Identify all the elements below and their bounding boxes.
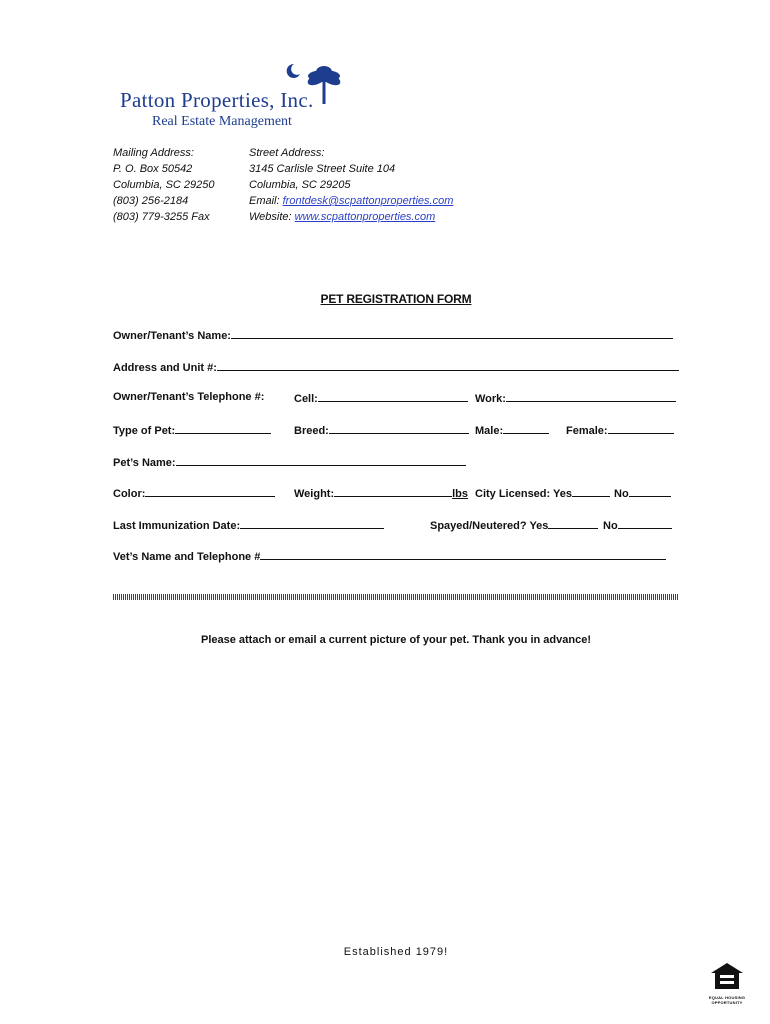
website-row	[249, 209, 453, 225]
licensed-no-row	[614, 486, 671, 500]
owner-name-label: Owner/Tenant’s Name:	[113, 330, 231, 342]
company-tagline: Real Estate Management	[152, 114, 292, 129]
licensed-no-label: No	[614, 488, 629, 500]
website-label: Website:	[249, 211, 295, 223]
weight-row	[294, 486, 468, 500]
color-field[interactable]	[145, 486, 275, 497]
eho-line1: EQUAL HOUSING	[708, 995, 746, 1000]
hatched-divider	[113, 594, 679, 600]
owner-phone-label: Owner/Tenant’s Telephone #:	[113, 391, 265, 403]
spayed-no-field[interactable]	[618, 518, 672, 529]
immunization-field[interactable]	[240, 518, 384, 529]
equal-housing-icon	[709, 962, 745, 990]
spayed-yes-field[interactable]	[548, 518, 598, 529]
email-link[interactable]: frontdesk@scpattonproperties.com	[282, 195, 454, 207]
vet-field[interactable]	[260, 549, 666, 560]
male-field[interactable]	[503, 423, 549, 434]
male-label: Male:	[475, 425, 504, 437]
mailing-fax: (803) 779-3255 Fax	[113, 211, 210, 223]
mailing-heading: Mailing Address:	[113, 147, 194, 159]
street-city: Columbia, SC 29205	[249, 179, 351, 191]
female-row	[566, 423, 674, 437]
street-address	[249, 145, 453, 225]
type-label: Type of Pet:	[113, 425, 176, 437]
breed-field[interactable]	[329, 423, 469, 434]
work-row	[475, 391, 676, 405]
address-label: Address and Unit #:	[113, 362, 217, 374]
mailing-phone: (803) 256-2184	[113, 195, 189, 207]
cell-label: Cell:	[294, 393, 318, 405]
address-field[interactable]	[217, 360, 679, 371]
licensed-no-field[interactable]	[629, 486, 671, 497]
mailing-city: Columbia, SC 29250	[113, 179, 215, 191]
company-name: Patton Properties, Inc.	[120, 88, 314, 112]
form-title: PET REGISTRATION FORM	[320, 292, 472, 306]
immunization-label: Last Immunization Date:	[113, 520, 241, 532]
type-row	[113, 423, 271, 437]
color-row	[113, 486, 275, 500]
immunization-row	[113, 518, 384, 532]
licensed-yes-field[interactable]	[572, 486, 610, 497]
eho-line2: OPPORTUNITY	[711, 1000, 743, 1005]
female-field[interactable]	[608, 423, 674, 434]
color-label: Color:	[113, 488, 146, 500]
pet-name-field[interactable]	[176, 455, 466, 466]
email-row	[249, 193, 453, 209]
breed-row	[294, 423, 469, 437]
owner-name-row	[113, 328, 673, 342]
street-line1: 3145 Carlisle Street Suite 104	[249, 163, 396, 175]
lbs-label: lbs	[452, 488, 469, 500]
male-row	[475, 423, 549, 437]
cell-row	[294, 391, 468, 405]
equal-housing-logo	[707, 962, 747, 1005]
address-row	[113, 360, 679, 374]
spayed-row	[430, 518, 598, 532]
type-field[interactable]	[175, 423, 271, 434]
established-footer: Established 1979!	[343, 946, 449, 958]
spayed-yes-label: Spayed/Neutered? Yes	[430, 520, 549, 532]
vet-row	[113, 549, 666, 563]
website-link[interactable]: www.scpattonproperties.com	[294, 211, 436, 223]
owner-name-field[interactable]	[231, 328, 673, 339]
cell-field[interactable]	[318, 391, 468, 402]
street-heading: Street Address:	[249, 147, 325, 159]
work-field[interactable]	[506, 391, 676, 402]
pet-name-row	[113, 455, 466, 469]
breed-label: Breed:	[294, 425, 329, 437]
pet-name-label: Pet’s Name:	[113, 457, 176, 469]
licensed-yes-label: City Licensed: Yes	[475, 488, 573, 500]
female-label: Female:	[566, 425, 608, 437]
email-label: Email:	[249, 195, 283, 207]
mailing-po-box: P. O. Box 50542	[113, 163, 193, 175]
work-label: Work:	[475, 393, 506, 405]
vet-label: Vet’s Name and Telephone #	[113, 551, 261, 563]
weight-label: Weight:	[294, 488, 335, 500]
attach-picture-note: Please attach or email a current picture of your pet. Thank you in advance!	[200, 634, 591, 646]
weight-field[interactable]	[334, 486, 452, 497]
mailing-address	[113, 145, 215, 225]
licensed-row	[475, 486, 610, 500]
spayed-no-label: No	[603, 520, 618, 532]
spayed-no-row	[603, 518, 672, 532]
